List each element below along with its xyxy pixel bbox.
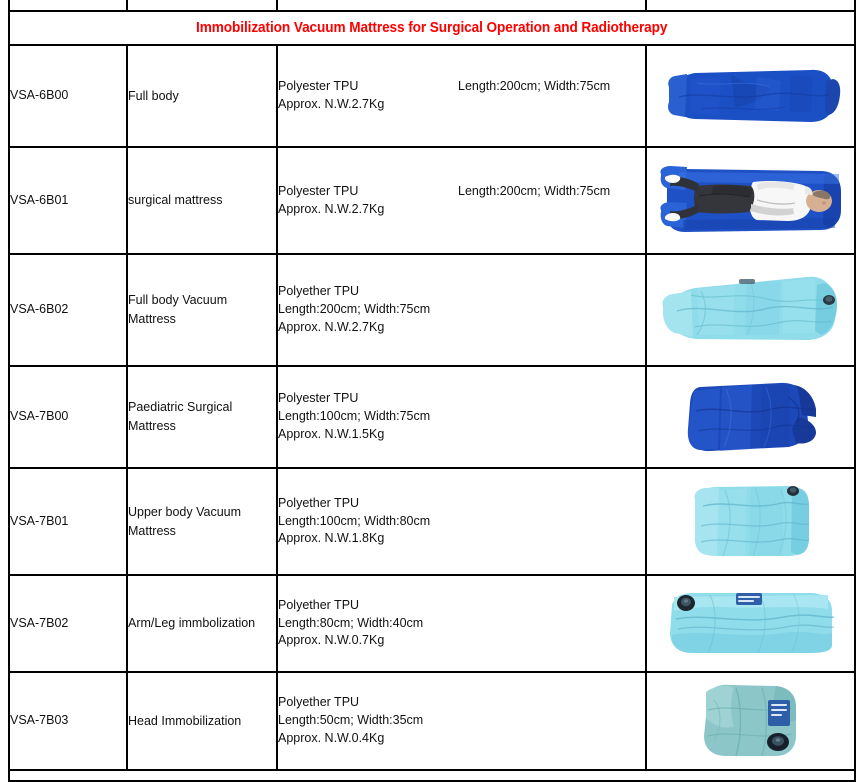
spec-material-line (278, 183, 645, 201)
product-spec-table (8, 0, 856, 782)
cell-model (9, 672, 127, 770)
model-code: VSA-7B01 (10, 513, 69, 528)
full-body-cyan-vacuum-mattress-image (647, 255, 854, 365)
cell-product-name (127, 366, 277, 468)
spec-material: Polyether TPU (278, 695, 360, 710)
table-body (9, 0, 855, 781)
title-banner-cell (9, 11, 855, 45)
table-row (9, 672, 855, 770)
cell-product-image (646, 45, 855, 147)
specification-block (278, 78, 645, 114)
spec-weight: Approx. N.W.2.7Kg (278, 201, 385, 216)
model-code: VSA-7B00 (10, 409, 69, 424)
cell-specification (277, 575, 646, 672)
table-row-partial-bottom (9, 770, 855, 781)
spec-material: Polyether TPU (278, 597, 360, 612)
specification-block (278, 694, 645, 747)
cell-blank-spec (277, 0, 646, 11)
table-row (9, 575, 855, 672)
spec-dimensions: Length:80cm; Width:40cm (278, 615, 424, 630)
table-row (9, 45, 855, 147)
arm-leg-cyan-cushion-icon (662, 587, 840, 661)
spec-material-line (278, 78, 645, 96)
cell-specification (277, 366, 646, 468)
cell-product-name (127, 254, 277, 366)
specification-block (278, 495, 645, 548)
cell-model (9, 254, 127, 366)
spec-dimensions: Length:200cm; Width:75cm (278, 302, 431, 317)
cell-product-image (646, 366, 855, 468)
spec-weight: Approx. N.W.2.7Kg (278, 319, 385, 334)
spec-weight: Approx. N.W.2.7Kg (278, 97, 385, 111)
table-row-partial-top (9, 0, 855, 11)
cell-specification (277, 672, 646, 770)
patient-lying-on-blue-mattress-image (647, 148, 854, 253)
spec-weight: Approx. N.W.1.8Kg (278, 531, 385, 546)
upper-body-cyan-cushion-icon (685, 482, 817, 562)
spec-weight: Approx. N.W.0.7Kg (278, 633, 385, 648)
product-name: surgical mattress (128, 193, 223, 208)
full-body-blue-vacuum-mattress-icon (661, 57, 841, 135)
table-row (9, 147, 855, 254)
cell-product-image (646, 254, 855, 366)
table-row (9, 366, 855, 468)
spec-weight: Approx. N.W.0.4Kg (278, 730, 385, 745)
product-name: Paediatric Surgical Mattress (128, 400, 233, 433)
paediatric-blue-vacuum-mattress-image (647, 367, 854, 467)
model-code: VSA-6B00 (10, 88, 69, 103)
cell-specification (277, 147, 646, 254)
product-name: Arm/Leg immbolization (128, 616, 256, 631)
cell-blank-image (646, 0, 855, 11)
cell-blank-bottom (9, 770, 855, 781)
cell-product-name (127, 468, 277, 575)
head-immobilization-cyan-cushion-image (647, 673, 854, 769)
cell-model (9, 45, 127, 147)
spec-dimensions: Length:100cm; Width:80cm (278, 513, 431, 528)
full-body-blue-vacuum-mattress-image (647, 46, 854, 146)
cell-product-name (127, 672, 277, 770)
product-name: Upper body Vacuum Mattress (128, 504, 242, 538)
cell-model (9, 468, 127, 575)
spec-material: Polyether TPU (278, 495, 360, 510)
model-code: VSA-6B02 (10, 302, 69, 317)
cell-specification (277, 254, 646, 366)
product-name: Head Immobilization (128, 713, 242, 728)
patient-lying-on-blue-mattress-icon (653, 160, 848, 242)
cell-product-image (646, 468, 855, 575)
cell-model (9, 366, 127, 468)
cell-product-name (127, 147, 277, 254)
cell-blank-name (127, 0, 277, 11)
spec-weight: Approx. N.W.1.5Kg (278, 426, 385, 441)
arm-leg-cyan-cushion-image (647, 576, 854, 671)
model-code: VSA-7B03 (10, 713, 69, 728)
spec-material: Polyester TPU (278, 79, 359, 94)
specification-block (278, 597, 645, 650)
cell-product-image (646, 575, 855, 672)
spec-dimensions: Length:200cm; Width:75cm (458, 183, 611, 198)
cell-model (9, 575, 127, 672)
cell-product-image (646, 672, 855, 770)
head-immobilization-cyan-cushion-icon (692, 680, 810, 762)
cell-product-name (127, 575, 277, 672)
table-row-title-banner (9, 11, 855, 45)
product-name: Full body Vacuum Mattress (128, 293, 228, 326)
product-name: Full body (128, 88, 179, 103)
model-code: VSA-6B01 (10, 192, 69, 207)
upper-body-cyan-cushion-image (647, 469, 854, 574)
spec-dimensions: Length:100cm; Width:75cm (278, 409, 431, 424)
spec-material: Polyester TPU (278, 183, 359, 198)
spec-material: Polyester TPU (278, 391, 359, 406)
cell-product-image (646, 147, 855, 254)
full-body-cyan-vacuum-mattress-icon (657, 269, 845, 351)
spec-dimensions: Length:50cm; Width:35cm (278, 713, 424, 728)
page-title: Immobilization Vacuum Mattress for Surgical Operation and Radiotherapy (196, 20, 668, 36)
specification-block (278, 283, 645, 336)
cell-blank-model (9, 0, 127, 11)
cell-specification (277, 468, 646, 575)
cell-specification (277, 45, 646, 147)
specification-block (278, 183, 645, 219)
spec-dimensions: Length:200cm; Width:75cm (458, 79, 611, 94)
table-row (9, 254, 855, 366)
model-code: VSA-7B02 (10, 615, 69, 630)
paediatric-blue-vacuum-mattress-icon (676, 377, 826, 457)
spec-material: Polyether TPU (278, 284, 360, 299)
cell-product-name (127, 45, 277, 147)
table-row (9, 468, 855, 575)
specification-block (278, 390, 645, 443)
cell-model (9, 147, 127, 254)
